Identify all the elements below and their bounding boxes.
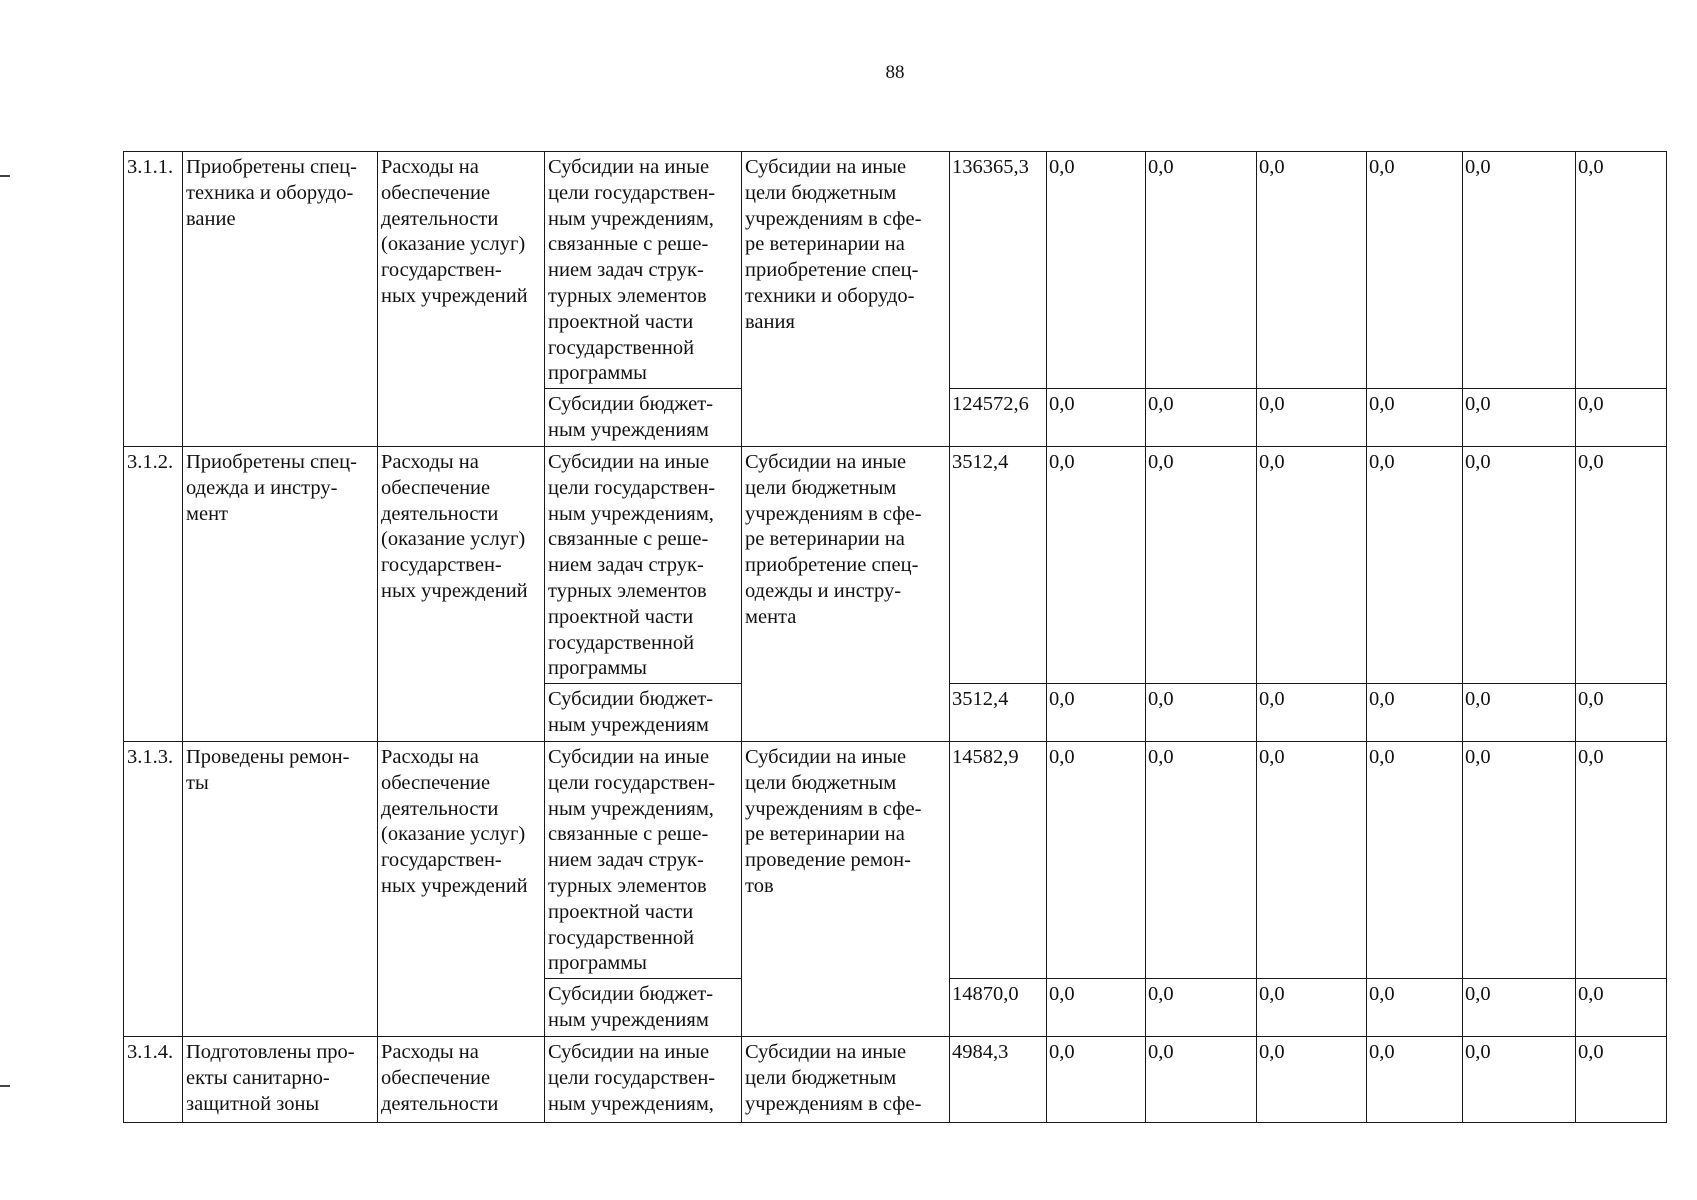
amount-cell: 3512,4: [950, 447, 1047, 684]
amount-cell: 0,0: [1047, 742, 1146, 979]
amount-cell: 0,0: [1576, 684, 1667, 742]
table-row: [124, 152, 1667, 389]
amount-cell: 0,0: [1146, 152, 1257, 389]
table-row: [124, 742, 1667, 979]
row-code-cell: 3.1.3.: [124, 742, 183, 1037]
amount-cell: 0,0: [1463, 979, 1576, 1037]
amount-cell: 0,0: [1146, 979, 1257, 1037]
amount-cell: 0,0: [1047, 1037, 1146, 1123]
amount-cell: 0,0: [1257, 152, 1367, 389]
margin-mark: [0, 175, 10, 177]
amount-cell: 0,0: [1367, 742, 1463, 979]
amount-cell: 0,0: [1047, 447, 1146, 684]
amount-cell: 0,0: [1257, 979, 1367, 1037]
result-cell: Приобретены спец- одежда и инстру- мент: [183, 447, 378, 742]
amount-cell: 0,0: [1257, 742, 1367, 979]
subsidy-type-cell: Субсидии бюджет- ным учреждениям: [545, 684, 742, 742]
subsidy-type-cell: Субсидии на иные цели государствен- ным учреждениям,: [545, 1037, 742, 1123]
amount-cell: 0,0: [1146, 684, 1257, 742]
amount-cell: 14582,9: [950, 742, 1047, 979]
result-cell: Подготовлены про- екты санитарно- защитной зоны: [183, 1037, 378, 1123]
amount-cell: 0,0: [1367, 1037, 1463, 1123]
amount-cell: 0,0: [1367, 979, 1463, 1037]
amount-cell: 0,0: [1047, 979, 1146, 1037]
expense-type-cell: Расходы на обеспечение деятельности (оказание услуг) государствен- ных учреждений: [378, 742, 545, 1037]
expense-type-cell: Расходы на обеспечение деятельности (оказание услуг) государствен- ных учреждений: [378, 152, 545, 447]
purpose-cell: Субсидии на иные цели бюджетным учреждениям в сфе- ре ветеринарии на приобретение спец- одежды и инстру- мента: [742, 447, 950, 742]
result-cell: Проведены ремон- ты: [183, 742, 378, 1037]
amount-cell: 0,0: [1576, 389, 1667, 447]
amount-cell: 0,0: [1367, 447, 1463, 684]
purpose-cell: Субсидии на иные цели бюджетным учреждениям в сфе- ре ветеринарии на проведение ремон- тов: [742, 742, 950, 1037]
expense-type-cell: Расходы на обеспечение деятельности: [378, 1037, 545, 1123]
amount-cell: 124572,6: [950, 389, 1047, 447]
subsidy-type-cell: Субсидии бюджет- ным учреждениям: [545, 389, 742, 447]
amount-cell: 3512,4: [950, 684, 1047, 742]
amount-cell: 0,0: [1257, 389, 1367, 447]
amount-cell: 0,0: [1463, 152, 1576, 389]
purpose-cell: Субсидии на иные цели бюджетным учреждениям в сфе- ре ветеринарии на приобретение спец- техники и оборудо- вания: [742, 152, 950, 447]
row-code-cell: 3.1.4.: [124, 1037, 183, 1123]
amount-cell: 0,0: [1463, 447, 1576, 684]
page-number: 88: [885, 62, 905, 83]
amount-cell: 0,0: [1257, 1037, 1367, 1123]
amount-cell: 0,0: [1146, 1037, 1257, 1123]
table-row: [124, 1037, 1667, 1123]
amount-cell: 0,0: [1047, 152, 1146, 389]
amount-cell: 0,0: [1367, 152, 1463, 389]
subsidy-type-cell: Субсидии на иные цели государствен- ным учреждениям, связанные с реше- нием задач струк- турных элементов проектной части государственной программы: [545, 742, 742, 979]
amount-cell: 0,0: [1463, 1037, 1576, 1123]
purpose-cell: Субсидии на иные цели бюджетным учреждениям в сфе-: [742, 1037, 950, 1123]
subsidy-type-cell: Субсидии на иные цели государствен- ным учреждениям, связанные с реше- нием задач струк- турных элементов проектной части государственной программы: [545, 447, 742, 684]
expense-type-cell: Расходы на обеспечение деятельности (оказание услуг) государствен- ных учреждений: [378, 447, 545, 742]
amount-cell: 0,0: [1463, 742, 1576, 979]
amount-cell: 0,0: [1463, 684, 1576, 742]
amount-cell: 0,0: [1367, 389, 1463, 447]
subsidy-type-cell: Субсидии на иные цели государствен- ным учреждениям, связанные с реше- нием задач струк- турных элементов проектной части государственной программы: [545, 152, 742, 389]
amount-cell: 0,0: [1257, 447, 1367, 684]
amount-cell: 0,0: [1463, 389, 1576, 447]
table-body: [124, 152, 1667, 1123]
amount-cell: 0,0: [1257, 684, 1367, 742]
amount-cell: 0,0: [1367, 684, 1463, 742]
amount-cell: 14870,0: [950, 979, 1047, 1037]
amount-cell: 4984,3: [950, 1037, 1047, 1123]
expenditure-table: [123, 151, 1667, 1123]
result-cell: Приобретены спец- техника и оборудо- вание: [183, 152, 378, 447]
amount-cell: 0,0: [1047, 684, 1146, 742]
table-row: [124, 447, 1667, 684]
margin-mark: [0, 1085, 10, 1087]
row-code-cell: 3.1.1.: [124, 152, 183, 447]
amount-cell: 0,0: [1576, 152, 1667, 389]
amount-cell: 0,0: [1047, 389, 1146, 447]
row-code-cell: 3.1.2.: [124, 447, 183, 742]
amount-cell: 0,0: [1576, 1037, 1667, 1123]
amount-cell: 0,0: [1146, 389, 1257, 447]
amount-cell: 0,0: [1576, 447, 1667, 684]
subsidy-type-cell: Субсидии бюджет- ным учреждениям: [545, 979, 742, 1037]
amount-cell: 0,0: [1576, 979, 1667, 1037]
amount-cell: 0,0: [1146, 447, 1257, 684]
amount-cell: 0,0: [1146, 742, 1257, 979]
amount-cell: 136365,3: [950, 152, 1047, 389]
amount-cell: 0,0: [1576, 742, 1667, 979]
